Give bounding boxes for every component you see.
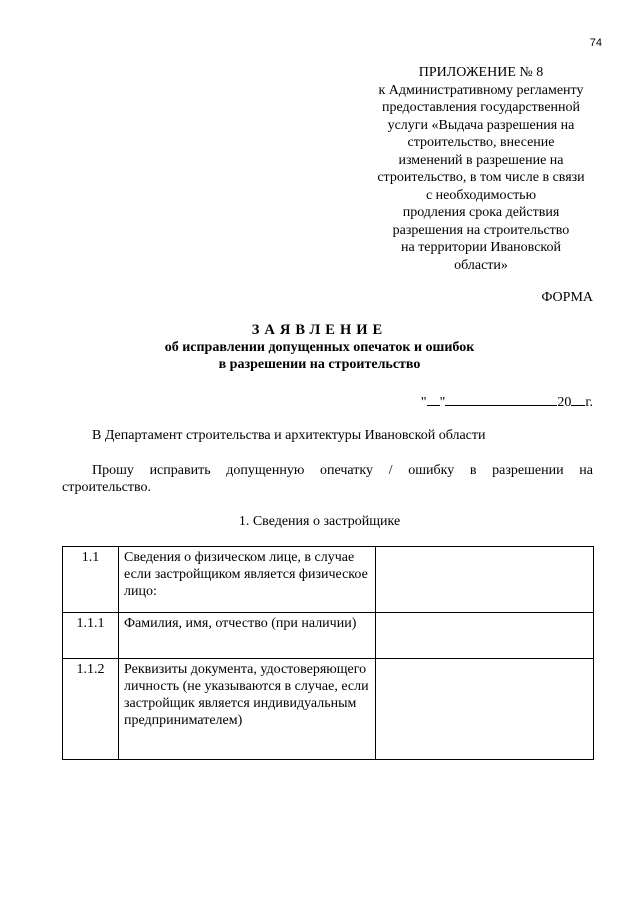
day-blank xyxy=(427,392,440,406)
row-number: 1.1.2 xyxy=(63,659,119,760)
table-row xyxy=(63,659,594,760)
recipient: В Департамент строительства и архитектуры Ивановской области xyxy=(92,428,486,443)
appendix-line: к Административному регламенту xyxy=(378,82,584,98)
appendix-line: с необходимостью xyxy=(425,187,537,203)
year-prefix: 20 xyxy=(557,395,572,410)
row-label: Фамилия, имя, отчество (при наличии) xyxy=(119,613,376,659)
table-row xyxy=(63,613,594,659)
appendix-line: изменений в разрешение на xyxy=(398,152,564,168)
appendix-line: строительство, внесение xyxy=(407,135,555,150)
year-blank xyxy=(571,392,585,406)
page-number: 74 xyxy=(589,37,602,49)
appendix-line: ПРИЛОЖЕНИЕ № 8 xyxy=(418,65,544,80)
appendix-line: услуги «Выдача разрешения на xyxy=(387,117,575,133)
row-value-field[interactable] xyxy=(376,547,594,613)
row-value-field[interactable] xyxy=(376,659,594,760)
title-subtitle-2: в разрешении на строительство xyxy=(218,357,421,372)
request-text xyxy=(62,462,593,496)
request-line-1: Прошу исправить допущенную опечатку / ошибку в разрешении на xyxy=(92,463,593,478)
title-subtitle-1: об исправлении допущенных опечаток и ошибок xyxy=(164,340,475,355)
applicant-info-table xyxy=(62,546,594,760)
section-title: 1. Сведения о застройщике xyxy=(238,514,401,529)
row-number: 1.1 xyxy=(63,547,119,613)
date-open-quote: " xyxy=(420,395,427,410)
row-label: Реквизиты документа, удостоверяющего личность (не указываются в случае, если застройщик является индивидуальным предпринимателем) xyxy=(119,659,376,760)
title-heading: ЗАЯВЛЕНИЕ xyxy=(251,322,388,338)
appendix-header xyxy=(356,64,606,274)
row-number: 1.1.1 xyxy=(63,613,119,659)
appendix-line: строительство, в том числе в связи xyxy=(377,170,585,185)
date-line xyxy=(421,392,593,411)
table-row xyxy=(63,547,594,613)
appendix-line: продления срока действия xyxy=(402,205,560,220)
appendix-line: предоставления государственной xyxy=(381,100,581,115)
appendix-line: на территории Ивановской xyxy=(400,240,561,255)
document-title xyxy=(0,322,639,373)
date-close-quote: " xyxy=(439,395,446,410)
appendix-line: разрешения на строительство xyxy=(392,222,570,238)
row-value-field[interactable] xyxy=(376,613,594,659)
row-label: Сведения о физическом лице, в случае если застройщиком является физическое лицо: xyxy=(119,547,376,613)
form-label: ФОРМА xyxy=(541,290,593,305)
month-blank xyxy=(445,392,557,406)
year-suffix: г. xyxy=(585,395,593,410)
appendix-line: области» xyxy=(454,257,508,273)
request-line-2: строительство. xyxy=(62,480,152,495)
